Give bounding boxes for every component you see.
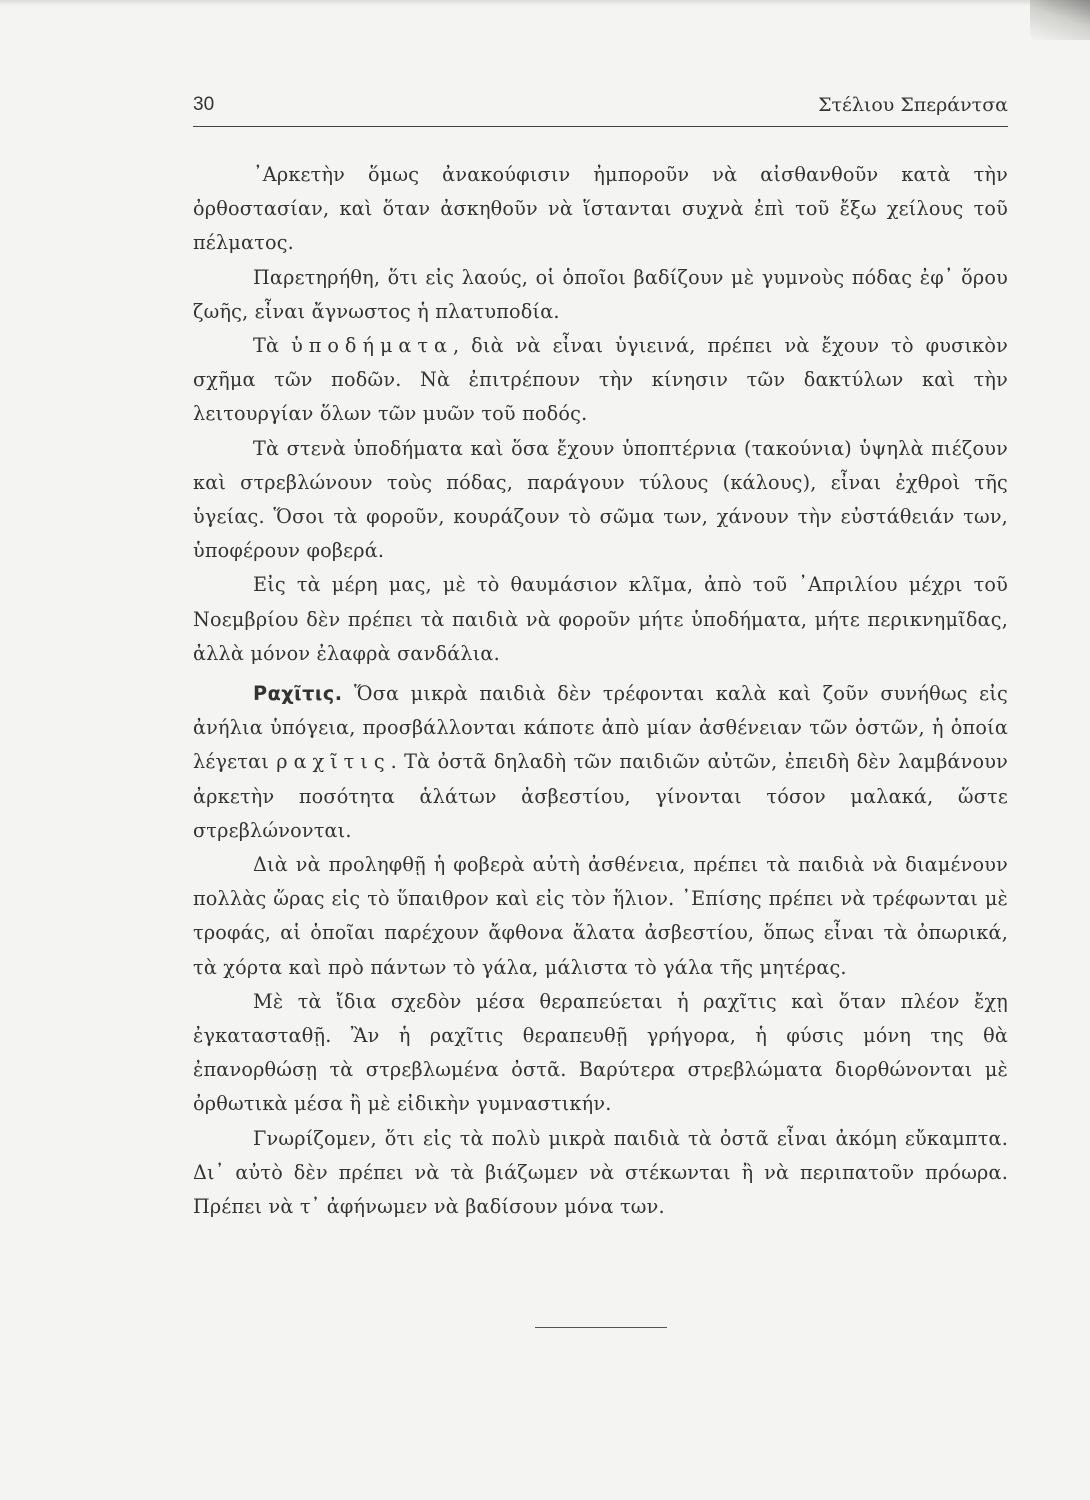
- paragraph-6: [193, 677, 1008, 848]
- paragraph-5: [193, 568, 1008, 671]
- body-text: [193, 158, 1008, 1224]
- paragraph-8: [193, 985, 1008, 1122]
- page-corner-shadow: [1030, 0, 1090, 40]
- section-heading: Ραχῖτις.: [253, 682, 343, 706]
- page-header: [193, 92, 1008, 127]
- running-head: Στέλιου Σπεράντσα: [818, 94, 1008, 116]
- paragraph-1: [193, 158, 1008, 261]
- page-number: 30: [193, 94, 215, 115]
- paragraph-text-before: Ὅσα μικρὰ παιδιὰ δὲν τρέφονται καλὰ καὶ ζοῦν συνήθως εἰς ἀνήλια ὑπόγεια, προσβάλλονται κάποτε ἀπὸ μίαν ἀσθένειαν τῶν ὀστῶν, ἡ ὁποία λέγεται: [193, 682, 1008, 774]
- paragraph-text: Διὰ νὰ προληφθῇ ἡ φοβερὰ αὐτὴ ἀσθένεια, πρέπει τὰ παιδιὰ νὰ διαμένουν πολλὰς ὥρας εἰς τὸ ὕπαιθρον καὶ εἰς τὸν ἥλιον. ᾿Επίσης πρέπει νὰ τρέφωνται μὲ τροφάς, αἱ ὁποῖαι παρέχουν ἄφθονα ἅλατα ἀσβεστίου, ὅπως εἶναι τὰ ὀπωρικά, τὰ χόρτα καὶ πρὸ πάντων τὸ γάλα, μάλιστα τὸ γάλα τῆς μητέρας.: [193, 853, 1008, 979]
- page-top-edge: [0, 0, 1090, 6]
- paragraph-lead: Τὰ: [253, 334, 280, 358]
- paragraph-3: [193, 329, 1008, 432]
- spaced-term: ὑποδήματα: [291, 334, 453, 358]
- paragraph-7: [193, 848, 1008, 985]
- paragraph-2: [193, 261, 1008, 329]
- paragraph-9: [193, 1122, 1008, 1225]
- paragraph-text: , διὰ νὰ εἶναι ὑγιεινά, πρέπει νὰ ἔχουν τὸ φυσικὸν σχῆμα τῶν ποδῶν. Νὰ ἐπιτρέπουν τὴν κίνησιν τῶν δακτύλων καὶ τὴν λειτουργίαν ὅλων τῶν μυῶν τοῦ ποδός.: [193, 334, 1008, 426]
- paragraph-4: [193, 432, 1008, 569]
- paragraph-text: Εἰς τὰ μέρη μας, μὲ τὸ θαυμάσιον κλῖμα, ἀπὸ τοῦ ᾿Απριλίου μέχρι τοῦ Νοεμβρίου δὲν πρέπει τὰ παιδιὰ νὰ φοροῦν μήτε ὑποδήματα, μήτε περικνημῖδας, ἀλλὰ μόνον ἐλαφρὰ σανδάλια.: [193, 573, 1008, 665]
- paragraph-text: ᾿Αρκετὴν ὅμως ἀνακούφισιν ἠμποροῦν νὰ αἰσθανθοῦν κατὰ τὴν ὀρθοστασίαν, καὶ ὅταν ἀσκηθοῦν νὰ ἵστανται συχνὰ ἐπὶ τοῦ ἔξω χείλους τοῦ πέλματος.: [193, 163, 1008, 255]
- end-divider: [535, 1327, 667, 1328]
- paragraph-text: Γνωρίζομεν, ὅτι εἰς τὰ πολὺ μικρὰ παιδιὰ τὰ ὀστᾶ εἶναι ἀκόμη εὔκαμπτα. Δι᾿ αὐτὸ δὲν πρέπει νὰ τὰ βιάζωμεν νὰ στέκωνται ἢ νὰ περιπατοῦν πρόωρα. Πρέπει νὰ τ᾿ ἀφήνωμεν νὰ βαδίσουν μόνα των.: [193, 1126, 1008, 1219]
- paragraph-text: . Τὰ ὀστᾶ δηλαδὴ τῶν παιδιῶν αὐτῶν, ἐπειδὴ δὲν λαμβάνουν ἀρκετὴν ποσότητα ἁλάτων ἀσβεστίου, γίνονται τόσον μαλακά, ὥστε στρεβλώνονται.: [193, 750, 1008, 842]
- paragraph-text: Μὲ τὰ ἴδια σχεδὸν μέσα θεραπεύεται ἡ ραχῖτις καὶ ὅταν πλέον ἔχῃ ἐγκατασταθῇ. Ἂν ἡ ραχῖτις θεραπευθῇ γρήγορα, ἡ φύσις μόνη της θὰ ἐπανορθώσῃ τὰ στρεβλωμένα ὀστᾶ. Βαρύτερα στρεβλώματα διορθώνονται μὲ ὀρθωτικὰ μέσα ἢ μὲ εἰδικὴν γυμναστικήν.: [193, 989, 1008, 1116]
- paragraph-text: Παρετηρήθη, ὅτι εἰς λαούς, οἱ ὁποῖοι βαδίζουν μὲ γυμνοὺς πόδας ἐφ᾿ ὅρου ζωῆς, εἶναι ἄγνωστος ἡ πλατυποδία.: [193, 265, 1008, 323]
- paragraph-text: Τὰ στενὰ ὑποδήματα καὶ ὅσα ἔχουν ὑποπτέρνια (τακούνια) ὑψηλὰ πιέζουν καὶ στρεβλώνουν τοὺς πόδας, παράγουν τύλους (κάλους), εἶναι ἐχθροὶ τῆς ὑγείας. Ὅσοι τὰ φοροῦν, κουράζουν τὸ σῶμα των, χάνουν τὴν εὐστάθειάν των, ὑποφέρουν φοβερά.: [193, 436, 1008, 563]
- spaced-term: ραχῖτις: [276, 750, 391, 774]
